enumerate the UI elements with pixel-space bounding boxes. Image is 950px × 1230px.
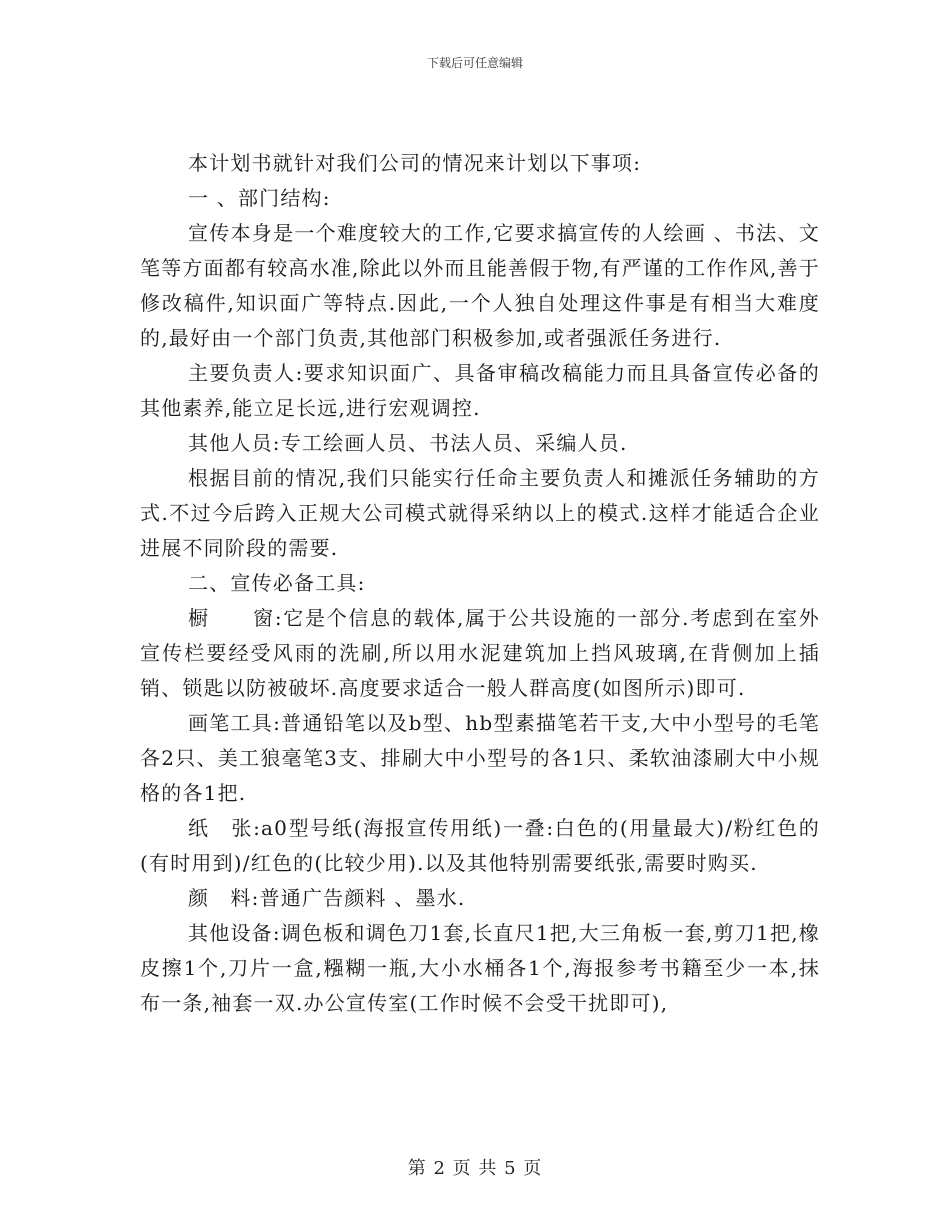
paragraph-intro: 本计划书就针对我们公司的情况来计划以下事项: <box>188 151 642 175</box>
paragraph-publicity-difficulty: 宣传本身是一个难度较大的工作,它要求搞宣传的人绘画 、书法、文笔等方面都有较高水准,除此以外而且能善假于物,有严谨的工作作风,善于修改稿件,知识面广等特点.因此,一个人独自处理这件事是有相当大难度的,最好由一个部门负责,其他部门积极参加,或者强派任务进行. <box>140 221 820 350</box>
paragraph-paper: 纸 张:a0型号纸(海报宣传用纸)一叠:白色的(用量最大)/粉红色的(有时用到)/红色的(比较少用).以及其他特别需要纸张,需要时购买. <box>140 816 820 875</box>
paragraph-other-equipment: 其他设备:调色板和调色刀1套,长直尺1把,大三角板一套,剪刀1把,橡皮擦1个,刀片一盒,糨糊一瓶,大小水桶各1个,海报参考书籍至少一本,抹布一条,袖套一双.办公宣传室(工作时候不会受干扰即可), <box>140 921 820 1015</box>
paragraph-brush-tools: 画笔工具:普通铅笔以及b型、hb型素描笔若干支,大中小型号的毛笔各2只、美工狼毫笔3支、排刷大中小型号的各1只、柔软油漆刷大中小规格的各1把. <box>140 711 820 805</box>
page-header: 下载后可任意编辑 <box>426 56 523 70</box>
section-heading-2: 二、宣传必备工具: <box>188 571 366 595</box>
document-body <box>140 146 820 1021</box>
paragraph-other-staff: 其他人员:专工绘画人员、书法人员、采编人员. <box>188 431 628 455</box>
page-number-footer: 第 2 页 共 5 页 <box>407 1158 543 1179</box>
paragraph-showcase: 橱 窗:它是个信息的载体,属于公共设施的一部分.考虑到在室外宣传栏要经受风雨的洗刷,所以用水泥建筑加上挡风玻璃,在背侧加上插销、锁匙以防被破坏.高度要求适合一般人群高度(如图所示)即可. <box>140 606 820 700</box>
section-heading-1: 一 、部门结构: <box>188 186 331 210</box>
paragraph-main-responsible: 主要负责人:要求知识面广、具备审稿改稿能力而且具备宣传必备的其他素养,能立足长远,进行宏观调控. <box>140 361 820 420</box>
paragraph-paint: 颜 料:普通广告颜料 、墨水. <box>188 886 466 910</box>
paragraph-current-situation: 根据目前的情况,我们只能实行任命主要负责人和摊派任务辅助的方式.不过今后跨入正规大公司模式就得采纳以上的模式.这样才能适合企业进展不同阶段的需要. <box>140 466 820 560</box>
